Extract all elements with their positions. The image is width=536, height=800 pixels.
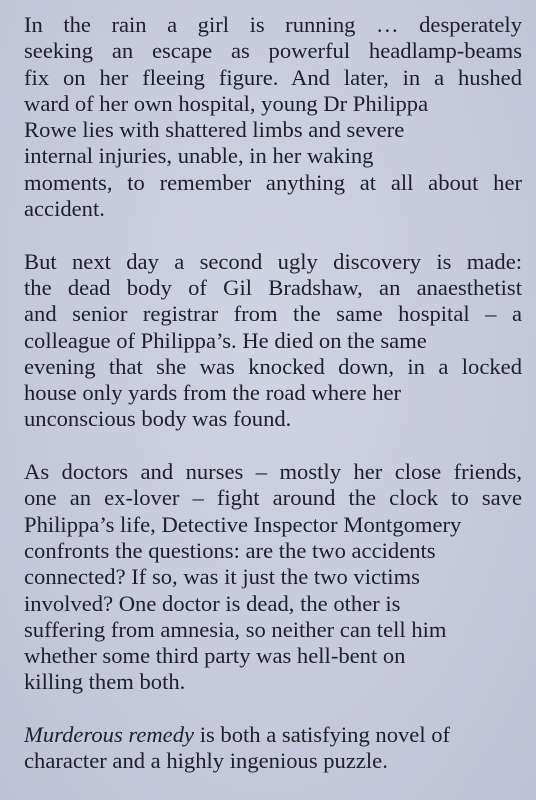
text-line: internal injuries, unable, in her waking [24,143,374,169]
text-line: colleague of Philippa’s. He died on the same [24,327,427,353]
text-line: In the rain a girl is running … desperately [24,12,522,37]
book-title: Murderous remedy [24,722,195,748]
text-line: killing them both. [24,669,186,695]
text-line: connected? If so, was it just the two victims [24,564,420,590]
text-line: whether some third party was hell-bent on [24,643,406,669]
text-line: one an ex-lover – fight around the clock to save [24,485,522,511]
paragraph-2 [24,249,522,433]
text-line: But next day a second ugly discovery is made: [24,248,522,274]
text-line: confronts the questions: are the two accidents [24,537,436,563]
paragraph-1 [24,12,522,222]
text-line: suffering from amnesia, so neither can tell him [24,616,447,642]
text-line: moments, to remember anything at all about her [24,169,522,195]
text-line: Philippa’s life, Detective Inspector Montgomery [24,511,462,537]
text-line: unconscious body was found. [24,406,292,432]
paragraph-3 [24,459,522,696]
text-line: ward of her own hospital, young Dr Philippa [24,90,429,116]
text-line: As doctors and nurses – mostly her close friends, [24,459,522,485]
text-line: Rowe lies with shattered limbs and severe [24,117,405,143]
text-line: involved? One doctor is dead, the other is [24,590,401,616]
paragraph-closing [24,722,522,775]
text-line: accident. [24,196,105,222]
text-line: seeking an escape as powerful headlamp-beams [24,38,522,64]
text-line: and senior registrar from the same hospital – a [24,301,522,327]
closing-text: is both a satisfying novel of [194,722,451,748]
text-line: the dead body of Gil Bradshaw, an anaesthetist [24,274,522,300]
text-line: fix on her fleeing figure. And later, in a hushed [24,64,522,90]
text-line [24,722,522,748]
text-line: house only yards from the road where her [24,380,402,406]
text-line: character and a highly ingenious puzzle. [24,748,388,774]
text-line: evening that she was knocked down, in a locked [24,353,522,379]
